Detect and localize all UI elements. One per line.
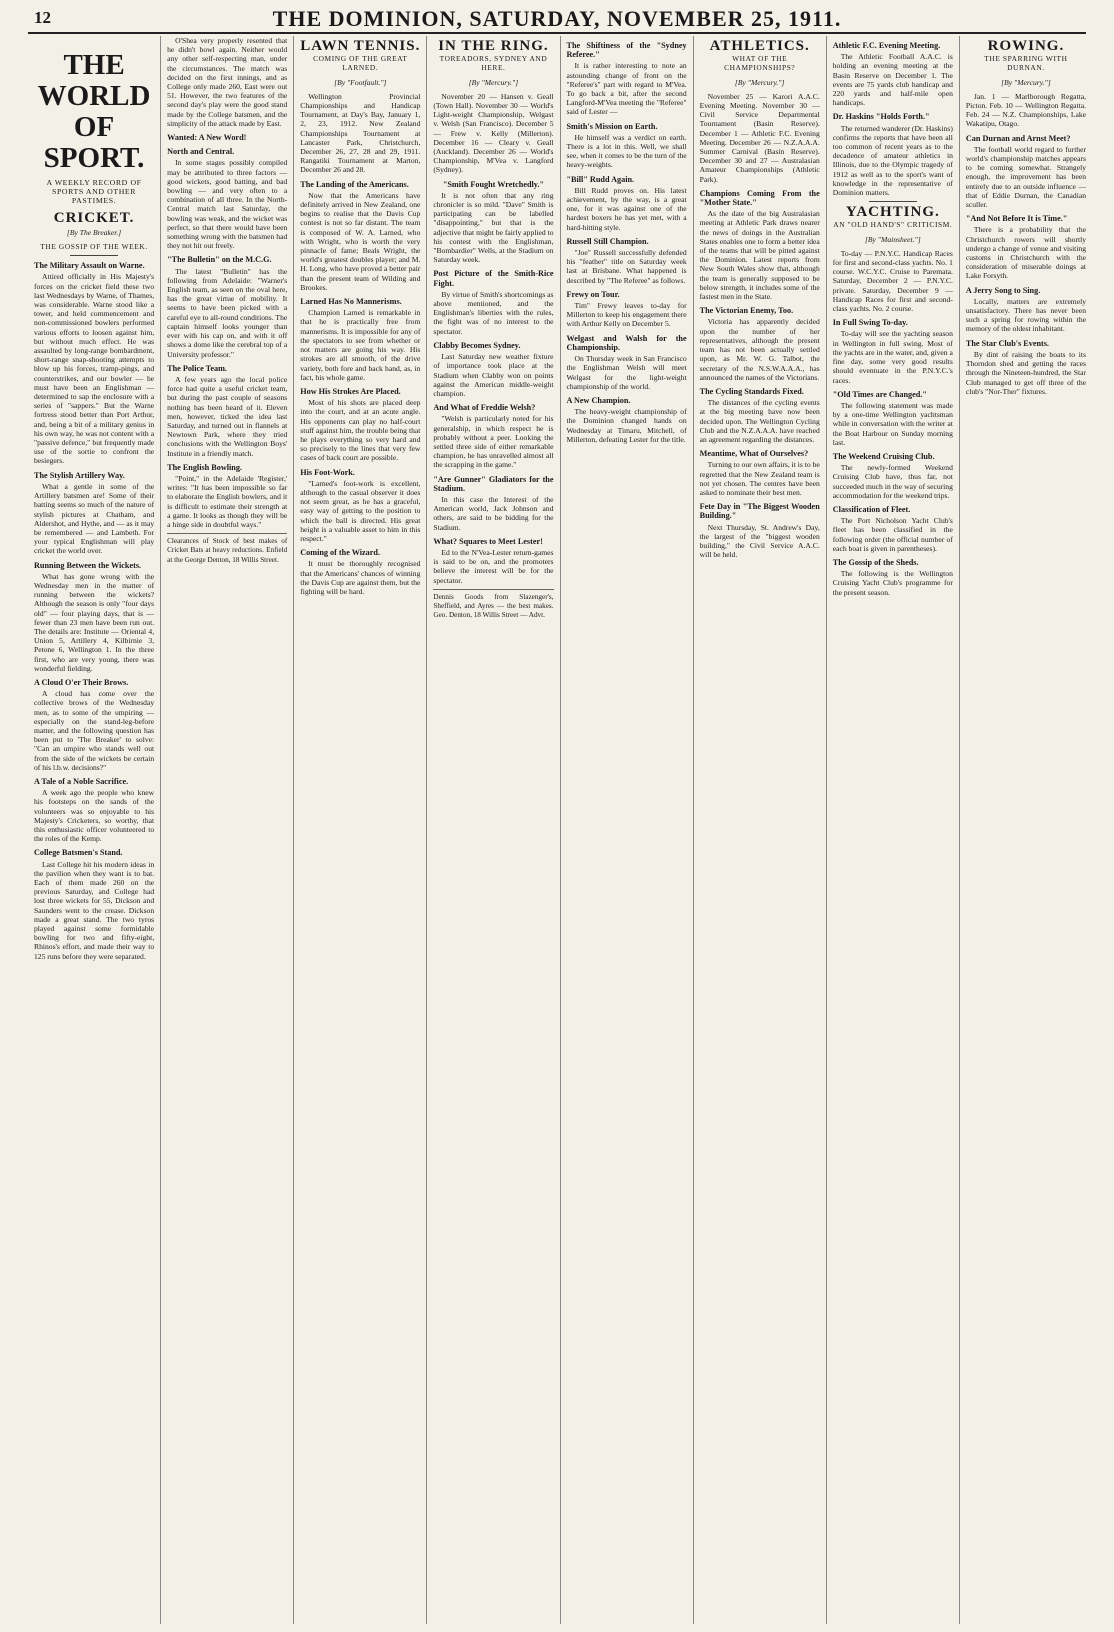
page-number: 12 bbox=[34, 8, 51, 27]
article-heading: The Military Assault on Warne. bbox=[34, 261, 145, 271]
article-heading: Champions Coming From the "Mother State." bbox=[699, 188, 820, 208]
article-heading: A Cloud O'er Their Brows. bbox=[34, 677, 129, 687]
article-heading: The Stylish Artillery Way. bbox=[34, 470, 125, 480]
article-text: Ed to the N'Vea-Lester return-games is said to be on, and the promoters believe the interest will be for the spectator. bbox=[433, 547, 554, 585]
article-text: Bill Rudd proves on. His latest achievement, by the way, is a great one, for it was against one of the hardest boxers he has yet met, with a hard-hitting style. bbox=[566, 185, 687, 232]
article-heading: The Star Club's Events. bbox=[965, 338, 1049, 348]
yachting-kicker: AN "OLD HAND'S" CRITICISM. bbox=[833, 220, 953, 230]
tennis-heading: LAWN TENNIS. bbox=[300, 38, 421, 54]
article-text: It is rather interesting to note an astounding change of front on the "Referee's" part with regard to M'Vea. To go back a bit, after the second Langford-M'Vea meeting the "Referee" said of Lester — bbox=[566, 61, 687, 117]
ring-heading: IN THE RING. bbox=[438, 38, 549, 54]
column-yachting bbox=[827, 36, 960, 1624]
article-heading: Larned Has No Mannerisms. bbox=[300, 297, 402, 307]
world-of-sport-title: THE WORLD OF SPORT. bbox=[37, 49, 151, 174]
rowing-byline: [By "Mercury."] bbox=[1001, 77, 1051, 87]
article-heading: Welgast and Walsh for the Championship. bbox=[566, 333, 687, 352]
article-text: The heavy-weight championship of the Dominion changed hands on Wednesday at Timaru, Mitchell, of Millerton, defeating Lester for the title. bbox=[566, 407, 687, 444]
article-text: Now that the Americans have definitely arrived in New Zealand, one begins to realise that the Davis Cup contest is not so far distant. The team is composed of W. A. Larned, who with Wright, who is worth the very pinnacle of fame; Beals Wright, the world's greatest doubles player; and M. H. Long, who have proved a better pair than the present team of Wilding and Brookes. bbox=[300, 190, 421, 292]
article-heading: "Smith Fought Wretchedly." bbox=[442, 179, 545, 189]
article-heading: "The Bulletin" on the M.C.G. bbox=[167, 255, 272, 265]
tennis-fixtures: Wellington Provincial Championships and Handicap Tournament, at Day's Bay, January 1, 2, 23, 1912. New Zealand Championships Tournament at Lancaster Park, Christchurch, December 26, 27, 28 and 29, 1911. Rangatiki Tournament at Marton, December 26 and 28. bbox=[300, 91, 421, 175]
article-text: Champion Larned is remarkable in that he is practically free from mannerisms. It is impossible for any of the spectators to see from whether or not matters are going his way. His strokes are all smooth, of the drive variety, both fore and back hand, as, in fact, his whole game. bbox=[300, 308, 421, 382]
article-heading: The Victorian Enemy, Too. bbox=[699, 306, 794, 316]
article-heading: Fete Day in "The Biggest Wooden Building." bbox=[699, 502, 820, 521]
cricket-kicker: THE GOSSIP OF THE WEEK. bbox=[40, 242, 148, 252]
column-rowing bbox=[960, 36, 1092, 1624]
article-heading: Athletic F.C. Evening Meeting. bbox=[832, 41, 941, 50]
article-text: The returned wanderer (Dr. Haskins) confirms the reports that have been all too common of recent years as to the decadence of amateur athletics in Illinois, due to the Olympic tragedy of 1912 as well as to the sport's want of knowledge in the representative of Dominion matters. bbox=[832, 123, 953, 198]
article-text: It must be thoroughly recognised that the Americans' chances of winning the Davis Cup are against them, but the fighting will be hard. bbox=[300, 559, 421, 596]
article-text: O'Shea very properly resented that he didn't bowl again. Neither would any other self-respecting man, under the circumstances. The match was decided on the first innings, and as College only made 260, East were out 51. However, the two features of the second day's play were the good stand made by the College batsmen, and the simplicity of the attack made by East. bbox=[167, 36, 288, 128]
article-heading: Classification of Fleet. bbox=[832, 504, 911, 514]
article-heading: "Bill" Rudd Again. bbox=[566, 174, 635, 184]
cricket-byline: [By The Breaker.] bbox=[66, 227, 122, 237]
athletics-kicker: WHAT OF THE CHAMPIONSHIPS? bbox=[724, 54, 796, 73]
article-text: As the date of the big Australasian meeting at Athletic Park draws nearer the news of doings in the Australian States enables one to form a better idea of the teams that will be pitted against the Dominion. Latest reports from New South Wales show that, although the team is generally supposed to be below strength, it includes some of the fastest men in the State. bbox=[699, 209, 820, 302]
article-text: The Port Nicholson Yacht Club's fleet has been classified in the following order (the official number of each boat is given in parentheses). bbox=[832, 516, 953, 553]
article-heading: A New Champion. bbox=[566, 395, 631, 405]
article-heading: In Full Swing To-day. bbox=[832, 318, 908, 328]
article-heading: The Weekend Cruising Club. bbox=[832, 451, 935, 461]
article-heading: Russell Still Champion. bbox=[566, 236, 649, 246]
article-heading: The Gossip of the Sheds. bbox=[832, 557, 919, 567]
column-cricket-2 bbox=[161, 36, 294, 1624]
athletics-byline: [By "Mercury."] bbox=[734, 77, 785, 87]
rowing-kicker: THE SPARRING WITH DURNAN. bbox=[984, 54, 1068, 73]
article-text: By virtue of Smith's shortcomings as above mentioned, and the Englishman's liberties with the rules, the fight was of no interest to the spectator. bbox=[433, 289, 554, 336]
yachting-heading: YACHTING. bbox=[845, 204, 940, 221]
article-text: "Point," in the Adelaide 'Register,' writes: "It has been impossible so far to elaborate the English bowlers, and it is difficult to estimate their strength at a game. It looks as though they will be a hinge side in doubtful ways." bbox=[167, 473, 288, 529]
ring-kicker: TOREADORS, SYDNEY AND HERE. bbox=[439, 54, 548, 73]
article-heading: The Landing of the Americans. bbox=[300, 179, 409, 189]
article-text: What has gone wrong with the Wednesday men in the matter of running between the wickets? Although the season is only "four days old" — four playing days, that is — fewer than 23 men have been run out. The details are: Institute — Oriental 4, Union 5, Artillery 4, Kilbirnie 3, Petone 6, Wellington 1. In the three first, who are very young, there was wonderful fielding. bbox=[34, 571, 155, 673]
article-heading: Coming of the Wizard. bbox=[300, 548, 381, 558]
article-heading: And What of Freddie Welsh? bbox=[433, 403, 536, 413]
rowing-heading: ROWING. bbox=[987, 38, 1065, 54]
article-text: A cloud has come over the collective brows of the Wednesday men, as to some of the umpiring — especially on the stand-leg-before matter, and the following question has been put to 'The Breaker' to solve: "Can an umpire who stands well out from the side of the wickets be certain of his l.b.w. decisions?" bbox=[34, 689, 155, 772]
article-text: Attired officially in His Majesty's forces on the cricket field these two last Wednesdays by Warne, of Thames, was considerable. Warne stood like a tower, and held commencement and non-commissioned bowlers performed various efforts to loosen against him, but without much effect. He was assaulted by long-range bombardment, short-range snap-shooting attempts to blow up his forces, tramp-pings, and counterstrikes, and our bowler — he must have been an Englishman — determined to sap the enclosure with a series of "sappers." But the Warne fortress stood better than Port Arthur, and, being a bit of a military genius in his own way, he was not content with a "passive defence," but frequently made use of the sortie to confront the besiegers. bbox=[34, 272, 155, 466]
article-text: It is not often that any ring chronicler is so mild. "Dave" Smith is participating can be labelled "disappointing," but that is the adjective that might be fairly applied to his contest with the Englishman, "Bombardier" Wells, at the Stadium on Saturday week. bbox=[433, 190, 554, 265]
article-text: "Joe" Russell successfully defended his "feather" title on Saturday week last at Brisbane. What happened is described by "The Referee" as follows. bbox=[566, 248, 687, 285]
article-heading: "Old Times are Changed." bbox=[832, 389, 927, 399]
column-cricket bbox=[28, 36, 161, 1624]
article-text: The Athletic Football A.A.C. is holding an evening meeting at the Basin Reserve on December 1. The events are 75 yards club handicap and 220 yards and half-mile open handicaps. bbox=[832, 52, 953, 108]
article-text: Last Saturday new weather fixture of importance took place at the Stadium when Clabby won on points against the American middle-weight champion. bbox=[433, 352, 554, 398]
advertisement: Clearances of Stock of best makes of Cricket Bats at heavy reductions. Enfield at the George Denton, 18 Willis Street. bbox=[167, 533, 287, 565]
tennis-kicker: COMING OF THE GREAT LARNED. bbox=[313, 54, 408, 73]
article-heading: Can Durnan and Arnst Meet? bbox=[965, 133, 1071, 143]
article-heading: How His Strokes Are Placed. bbox=[300, 386, 401, 396]
article-heading: A Tale of a Noble Sacrifice. bbox=[34, 776, 129, 786]
article-text: "Larned's foot-work is excellent, although to the casual observer it does not seem great, as he has a graceful, easy way of getting to the position to which the ball is directed. His great height is a valuable asset to him in this respect." bbox=[300, 478, 421, 543]
article-text: By dint of raising the boats to its Thorndon shed and getting the races through the Nineteen-hundred, the Star Club managed to get off three of the club's "Nor-Ther" fixtures. bbox=[965, 349, 1086, 396]
masthead bbox=[28, 6, 1086, 34]
yachting-fixtures: To-day — P.N.Y.C. Handicap Races for first and second-class yachts. No. 1 course. W.C.Y.C. Cruise to Paremata. Saturday, December 2 — P.N.Y.C. private. Saturday, December 9 — Handicap Races for first and second-class yachts. No. 2 course. bbox=[832, 248, 953, 314]
article-text: To-day will see the yachting season in Wellington in full swing. Most of the yachts are in the water, and, given a fine day, some very good results should eventuate in the P.N.Y.C.'s races. bbox=[832, 329, 953, 385]
article-text: A week ago the people who knew his footsteps on the sands of the volunteers was so enjoyable to his Majesty's Cricketers, so worthy, that this enthusiastic officer volunteered to the roles of the Kemp. bbox=[34, 788, 155, 844]
article-heading: "Are Gunner" Gladiators for the Stadium. bbox=[433, 474, 554, 493]
column-athletics bbox=[694, 36, 827, 1624]
article-text: He himself was a verdict on earth. There is a lot in this. Well, we shall see, when it comes to be the turn of the heavy-weights. bbox=[566, 132, 687, 170]
article-heading: Meantime, What of Ourselves? bbox=[699, 449, 809, 459]
ring-byline: [By "Mercury."] bbox=[468, 77, 519, 87]
column-tennis bbox=[294, 36, 427, 1624]
article-text: On Thursday week in San Francisco the Englishman Welsh will meet Welgast for the light-weight championship of the world. bbox=[566, 354, 687, 391]
column-ring-2 bbox=[561, 36, 694, 1624]
advertisement: Dennis Goods from Slazenger's, Sheffield, and Ayres — the best makes. Geo. Denton, 18 Willis Street — Advt. bbox=[433, 589, 553, 621]
article-heading: "And Not Before It is Time." bbox=[965, 214, 1068, 224]
article-heading: The English Bowling. bbox=[167, 462, 242, 472]
article-heading: The Police Team. bbox=[167, 363, 227, 373]
article-text: Last College hit his modern ideas in the pavilion when they want is to bat. Each of them made 260 on the previous Saturday, and College had lost three wickets for 55, Dickson and Saunders went to the crease. Dickson made a great stand. The two tyros played against some formidable bowling for two and fifty-eight, Rhinos's effort, and made their way to 125 runs before they were separated. bbox=[34, 859, 155, 961]
article-text: The following statement was made by a one-time Wellington yachtsman while in conversation with the writer at the Boat Harbour on Sunday morning last. bbox=[832, 400, 953, 447]
columns bbox=[28, 36, 1092, 1624]
cricket-heading: CRICKET. bbox=[53, 209, 135, 226]
article-heading: North and Central. bbox=[167, 147, 235, 157]
athletics-fixtures: November 25 — Karori A.A.C. Evening Meeting. November 30 — Civil Service Departmental Tournament (Basin Reserve). December 1 — Athletic F.C. Evening Meeting. December 26 — N.Z.A.A.A. Summer Carnival (Basin Reserve). December 30 and 27 — Australasian Amateur Championships (Athletic Park). bbox=[699, 91, 820, 184]
article-text: A few years ago the local police force had quite a useful cricket team, but during the past couple of seasons nothing has been heard of it. Eleven men, however, ticked the idea last Saturday, and turned out in flannels at Newtown Park, where they tried conclusions with the Wellington Boys' Institute in a friendly match. bbox=[167, 374, 288, 458]
article-heading: Dr. Haskins "Holds Forth." bbox=[832, 112, 930, 122]
rowing-fixtures: Jan. 1 — Marlborough Regatta, Picton. Feb. 10 — Wellington Regatta. Feb. 24 — N.Z. Championships, Lake Wakatipu, Otago. bbox=[965, 91, 1086, 129]
article-text: Turning to our own affairs, it is to be regretted that the New Zealand team is not yet chosen. The centres have been asked to nominate their best men. bbox=[699, 460, 820, 497]
article-heading: A Jerry Song to Sing. bbox=[965, 285, 1041, 295]
article-text: What a gentle in some of the Artillery batsmen are! Some of their batting seems so much of the nature of stylish pictures at Chatham, and Aldershot, and Hythe, and — as it may be remembered — and Lambeth. For your typical Englishman will play cricket the world over. bbox=[34, 481, 155, 556]
article-text: There is a probability that the Christchurch rowers will shortly undergo a change of venue and visiting customs in Christchurch with the consideration of miserable doings at Lake Forsyth. bbox=[965, 225, 1086, 281]
article-text: The distances of the cycling events at the big meeting have now been decided upon. The Wellington Cycling Club and the N.Z.A.A.A. have reached an agreement regarding the distances. bbox=[699, 398, 820, 444]
column-ring bbox=[427, 36, 560, 1624]
article-heading: College Batsmen's Stand. bbox=[34, 848, 123, 858]
world-of-sport-subtitle: A WEEKLY RECORD OF SPORTS AND OTHER PASTIMES. bbox=[46, 178, 142, 206]
article-text: Tim" Frewy leaves to-day for Millerton to keep his engagement there with Arthur Kelly on December 5. bbox=[566, 301, 687, 329]
article-text: Locally, matters are extremely unsatisfactory. There has never been such a spring for rowing within the memory of the oldest inhabitant. bbox=[965, 296, 1086, 334]
article-heading: Smith's Mission on Earth. bbox=[566, 121, 658, 131]
yachting-byline: [By "Mainsheet."] bbox=[864, 234, 921, 244]
divider bbox=[70, 255, 118, 256]
article-text: Victoria has apparently decided upon the number of her representatives, although the present team has not been actually settled upon, as Mr. W. G. Talbot, the secretary of the N.S.W.A.A.A., has announced the names of the Victorians. bbox=[699, 317, 820, 382]
article-text: The latest "Bulletin" has the following from Adelaide: "Warner's English team, as seen on the oval here, has the great virtue of mobility. It seems to have been picked with a careful eye to all-round conditions. The captain himself looks younger than ever with his cap on, and with it off shows a dome like the cerebral top of a University professor." bbox=[167, 266, 288, 359]
article-text: Most of his shots are placed deep into the court, and at an acute angle. His opponents can play no half-court stuff against him, the trouble being that he plays everything so very hard and so precisely to the lines that very few cases of back court are possible. bbox=[300, 398, 421, 463]
article-text: Next Thursday, St. Andrew's Day, the largest of the "biggest wooden building," the Civil Service A.A.C. will be held. bbox=[699, 522, 820, 560]
athletics-heading: ATHLETICS. bbox=[709, 38, 810, 54]
article-heading: Frewy on Tour. bbox=[566, 289, 620, 299]
article-text: In this case the Interest of the American world, Jack Johnson and others, are said to be bidding for the Stadium. bbox=[433, 494, 554, 532]
article-heading: The Shiftiness of the "Sydney Referee." bbox=[566, 41, 687, 60]
article-heading: What? Squares to Meet Lester! bbox=[433, 536, 543, 546]
article-heading: Clabby Becomes Sydney. bbox=[433, 340, 521, 350]
masthead-title: THE DOMINION, SATURDAY, NOVEMBER 25, 1911. bbox=[272, 6, 842, 31]
article-text: In some stages possibly compiled may be attributed to three factors — good wickets, good batting, and bad bowling — and very often to a combination of all three. In the North-Central match last Saturday, the bowling was weak, and the wicket was perfect, so that there would have been something wrong with the batsmen had they not hit out freely. bbox=[167, 158, 288, 251]
article-heading: Running Between the Wickets. bbox=[34, 560, 142, 570]
article-heading: Wanted: A New Word! bbox=[167, 133, 247, 143]
article-text: The following is the Wellington Cruising Yacht Club's programme for the present season. bbox=[832, 569, 953, 597]
tennis-byline: [By "Footfault."] bbox=[334, 77, 387, 87]
article-text: The newly-formed Weekend Cruising Club have, thus far, not succeeded much in the way of securing accommodation for the weekend trips. bbox=[832, 463, 953, 500]
article-heading: His Foot-Work. bbox=[300, 467, 355, 477]
divider bbox=[869, 201, 917, 202]
article-text: The football world regard to further world's championship matches appears to be coming somewhat. Strangely enough, the improvement has been entirely due to an outside influence — that of Eddie Durnan, the Canadian sculler. bbox=[965, 144, 1086, 210]
article-text: "Welsh is particularly noted for his generalship, in which respect he is probably without a peer. Looking the settled three side of either remarkable champion, he has unravelled almost all the scrapping in the game." bbox=[433, 414, 554, 470]
article-heading: Post Picture of the Smith-Rice Fight. bbox=[433, 269, 554, 288]
article-heading: The Cycling Standards Fixed. bbox=[699, 386, 804, 396]
ring-fixtures: November 20 — Hansen v. Geall (Town Hall). November 30 — World's Light-weight Championship, Welgast v. Welsh (San Francisco). December 5 — Frew v. Kelly (Millerton). December 16 — Cleary v. Geall (Auckland). December 26 — World's Championship, M'Vea v. Langford (Sydney). bbox=[433, 91, 554, 175]
